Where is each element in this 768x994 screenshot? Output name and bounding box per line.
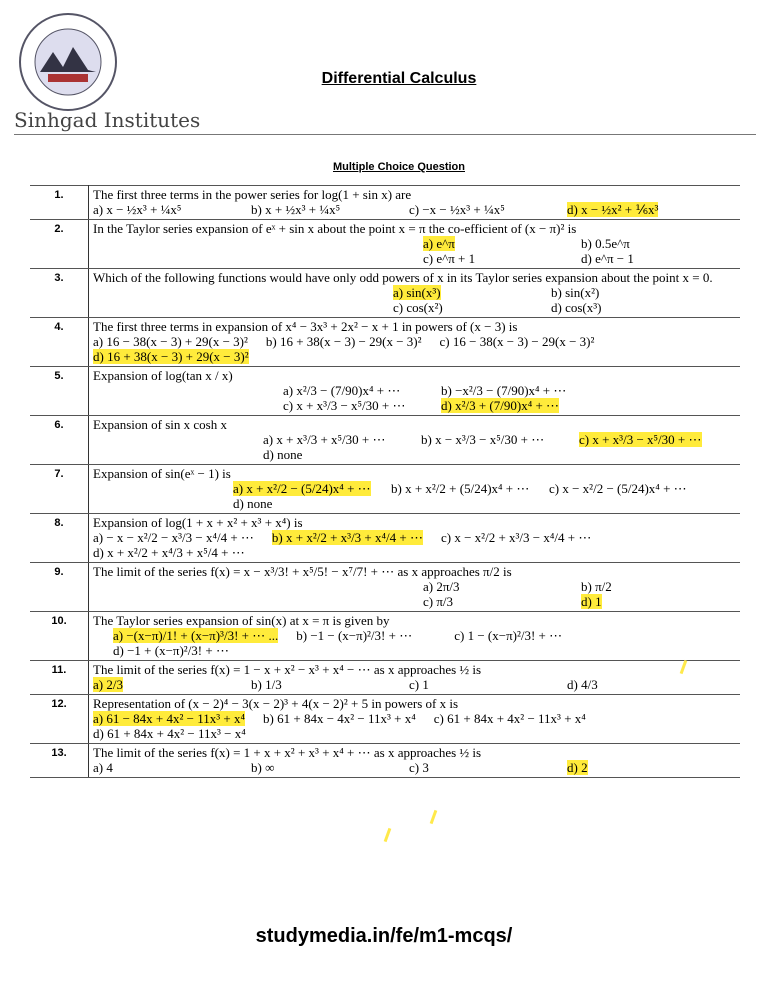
question-cell <box>89 612 741 661</box>
question-cell <box>89 269 741 318</box>
option-label: d) −1 + (x−π)²/3! + ⋯ <box>113 643 229 658</box>
question-text: Expansion of sin(eˣ − 1) is <box>93 466 231 481</box>
option-label: b) x − x³/3 − x⁵/30 + ⋯ <box>421 432 545 447</box>
option-label: b) x + ½x³ + ¼x⁵ <box>251 202 341 217</box>
option-label: b) −1 − (x−π)²/3! + ⋯ <box>296 628 413 643</box>
option-d[interactable] <box>567 760 707 775</box>
options-list <box>93 481 736 511</box>
option-c[interactable] <box>409 760 549 775</box>
footer-url[interactable]: studymedia.in/fe/m1-mcqs/ <box>255 925 513 947</box>
option-b[interactable] <box>251 202 391 217</box>
option-c[interactable] <box>283 398 423 413</box>
option-a[interactable] <box>113 628 278 643</box>
option-label-highlighted: d) 2 <box>567 760 588 775</box>
options-list <box>93 202 736 217</box>
option-label: b) sin(x²) <box>551 285 600 300</box>
question-text: Which of the following functions would have only odd powers of x in its Taylor series expansion about the point x = 0. <box>93 270 713 285</box>
option-label: c) e^π + 1 <box>423 251 476 266</box>
question-row <box>30 318 740 367</box>
question-text: The first three terms in the power series for log(1 + sin x) are <box>93 187 412 202</box>
options-list <box>93 760 736 775</box>
option-label: d) 61 + 84x + 4x² − 11x³ − x⁴ <box>93 726 246 741</box>
option-label: c) 1 − (x−π)²/3! + ⋯ <box>454 628 563 643</box>
options-list <box>93 285 736 315</box>
question-text: The limit of the series f(x) = 1 + x + x² + x³ + x⁴ + ⋯ as x approaches ½ is <box>93 745 482 760</box>
question-row <box>30 563 740 612</box>
option-c[interactable] <box>423 594 563 609</box>
option-b[interactable] <box>581 236 721 251</box>
option-label: a) x − ½x³ + ¼x⁵ <box>93 202 182 217</box>
option-a[interactable] <box>93 202 233 217</box>
option-label: c) 1 <box>409 677 429 692</box>
question-cell <box>89 367 741 416</box>
option-a[interactable] <box>93 677 233 692</box>
option-label: c) 3 <box>409 760 429 775</box>
question-row <box>30 269 740 318</box>
options-list <box>93 383 736 413</box>
options-list <box>93 711 736 741</box>
option-label: c) 61 + 84x + 4x² − 11x³ + x⁴ <box>433 711 586 726</box>
option-c[interactable] <box>549 481 689 496</box>
option-label-highlighted: a) x + x²/2 − (5/24)x⁴ + ⋯ <box>233 481 371 496</box>
question-row <box>30 514 740 563</box>
option-b[interactable] <box>296 628 436 643</box>
option-c[interactable] <box>409 202 549 217</box>
option-c[interactable] <box>579 432 719 447</box>
mcq-table <box>30 185 740 778</box>
option-label: b) 16 + 38(x − 3) − 29(x − 3)² <box>265 334 422 349</box>
options-list <box>93 628 736 658</box>
option-a[interactable] <box>93 711 245 726</box>
option-c[interactable] <box>454 628 594 643</box>
question-row <box>30 367 740 416</box>
question-cell <box>89 416 741 465</box>
option-a[interactable] <box>423 579 563 594</box>
option-label-highlighted: d) 1 <box>581 594 602 609</box>
option-label-highlighted: a) 61 − 84x + 4x² − 11x³ + x⁴ <box>93 711 246 726</box>
option-d[interactable] <box>441 398 581 413</box>
question-row <box>30 416 740 465</box>
question-cell <box>89 563 741 612</box>
option-label: d) x + x²/2 + x⁴/3 + x⁵/4 + ⋯ <box>93 545 245 560</box>
question-number: 11. <box>30 661 89 695</box>
option-label-highlighted: c) x + x³/3 − x⁵/30 + ⋯ <box>579 432 702 447</box>
option-b[interactable] <box>391 481 531 496</box>
option-b[interactable] <box>441 383 581 398</box>
option-label: c) 16 − 38(x − 3) − 29(x − 3)² <box>439 334 595 349</box>
option-b[interactable] <box>551 285 691 300</box>
question-text: Expansion of log(1 + x + x² + x³ + x⁴) is <box>93 515 303 530</box>
option-label: a) x²/3 − (7/90)x⁴ + ⋯ <box>283 383 401 398</box>
option-d[interactable] <box>93 349 249 364</box>
option-d[interactable] <box>233 496 373 511</box>
option-d[interactable] <box>567 677 707 692</box>
option-label: b) 0.5e^π <box>581 236 630 251</box>
option-b[interactable] <box>251 760 391 775</box>
options-list <box>93 236 736 266</box>
question-text: The limit of the series f(x) = 1 − x + x² − x³ + x⁴ − ⋯ as x approaches ½ is <box>93 662 482 677</box>
option-label: d) cos(x³) <box>551 300 602 315</box>
question-cell <box>89 514 741 563</box>
question-number: 9. <box>30 563 89 612</box>
question-cell <box>89 186 741 220</box>
question-cell <box>89 744 741 778</box>
option-label: a) − x − x²/2 − x³/3 − x⁴/4 + ⋯ <box>93 530 254 545</box>
option-label-highlighted: d) 16 + 38(x − 3) + 29(x − 3)² <box>93 349 249 364</box>
option-a[interactable] <box>263 432 403 447</box>
option-a[interactable] <box>393 285 533 300</box>
question-text: Expansion of log(tan x / x) <box>93 368 233 383</box>
question-cell <box>89 661 741 695</box>
question-number: 4. <box>30 318 89 367</box>
options-list <box>93 530 736 560</box>
option-a[interactable] <box>283 383 423 398</box>
question-row <box>30 612 740 661</box>
header-divider <box>14 134 756 135</box>
option-a[interactable] <box>93 530 254 545</box>
question-number: 5. <box>30 367 89 416</box>
question-text: The limit of the series f(x) = x − x³/3! + x⁵/5! − x⁷/7! + ⋯ as x approaches π/2 is <box>93 564 512 579</box>
option-b[interactable] <box>251 677 391 692</box>
option-d[interactable] <box>93 726 246 741</box>
question-number: 10. <box>30 612 89 661</box>
option-b[interactable] <box>272 530 423 545</box>
option-label: d) e^π − 1 <box>581 251 634 266</box>
option-label: c) x − x²/2 + x³/3 − x⁴/4 + ⋯ <box>441 530 592 545</box>
option-d[interactable] <box>567 202 707 217</box>
institute-name: Sinhgad Institutes <box>14 108 201 132</box>
option-d[interactable] <box>551 300 691 315</box>
question-row <box>30 220 740 269</box>
option-label: b) x + x²/2 + (5/24)x⁴ + ⋯ <box>391 481 530 496</box>
option-d[interactable] <box>581 594 721 609</box>
option-label: d) none <box>233 496 273 511</box>
option-label: b) ∞ <box>251 760 275 775</box>
option-label: a) 4 <box>93 760 113 775</box>
question-number: 8. <box>30 514 89 563</box>
option-a[interactable] <box>93 760 233 775</box>
option-c[interactable] <box>434 711 586 726</box>
option-label: c) x − x²/2 − (5/24)x⁴ + ⋯ <box>549 481 687 496</box>
option-label: b) π/2 <box>581 579 612 594</box>
option-a[interactable] <box>93 334 248 349</box>
option-label: a) 2π/3 <box>423 579 460 594</box>
option-label: d) none <box>263 447 303 462</box>
option-label: b) −x²/3 − (7/90)x⁴ + ⋯ <box>441 383 567 398</box>
question-number: 3. <box>30 269 89 318</box>
option-label: c) x + x³/3 − x⁵/30 + ⋯ <box>283 398 406 413</box>
option-c[interactable] <box>440 334 595 349</box>
option-label-highlighted: b) x + x²/2 + x³/3 + x⁴/4 + ⋯ <box>271 530 423 545</box>
option-label: c) cos(x²) <box>393 300 443 315</box>
question-row <box>30 186 740 220</box>
question-text: Expansion of sin x cosh x <box>93 417 227 432</box>
highlight-mark <box>430 810 438 824</box>
section-subtitle: Multiple Choice Question <box>332 161 465 173</box>
option-label-highlighted: d) x²/3 + (7/90)x⁴ + ⋯ <box>441 398 560 413</box>
option-label: c) −x − ½x³ + ¼x⁵ <box>409 202 505 217</box>
question-number: 2. <box>30 220 89 269</box>
question-number: 1. <box>30 186 89 220</box>
option-label: a) 16 − 38(x − 3) + 29(x − 3)² <box>93 334 248 349</box>
question-cell <box>89 695 741 744</box>
question-number: 13. <box>30 744 89 778</box>
question-row <box>30 465 740 514</box>
option-label: d) 4/3 <box>567 677 598 692</box>
option-c[interactable] <box>393 300 533 315</box>
question-text: Representation of (x − 2)⁴ − 3(x − 2)³ + 4(x − 2)² + 5 in powers of x is <box>93 696 459 711</box>
option-b[interactable] <box>266 334 422 349</box>
option-a[interactable] <box>233 481 373 496</box>
question-text: The Taylor series expansion of sin(x) at x = π is given by <box>93 613 390 628</box>
option-label: b) 61 + 84x − 4x² − 11x³ + x⁴ <box>263 711 416 726</box>
options-list <box>93 432 736 462</box>
question-cell <box>89 465 741 514</box>
option-label-highlighted: a) sin(x³) <box>393 285 441 300</box>
institute-logo <box>18 12 118 112</box>
option-c[interactable] <box>441 530 591 545</box>
page-title: Differential Calculus <box>321 70 477 87</box>
question-row <box>30 661 740 695</box>
option-label-highlighted: a) −(x−π)/1! + (x−π)³/3! + ⋯ ... <box>113 628 279 643</box>
question-cell <box>89 220 741 269</box>
option-b[interactable] <box>263 711 416 726</box>
question-cell <box>89 318 741 367</box>
option-c[interactable] <box>423 251 563 266</box>
option-label: c) π/3 <box>423 594 454 609</box>
option-a[interactable] <box>423 236 563 251</box>
options-list <box>93 334 736 364</box>
option-label-highlighted: a) e^π <box>423 236 455 251</box>
highlight-mark <box>384 828 392 842</box>
option-d[interactable] <box>263 447 403 462</box>
option-label-highlighted: a) 2/3 <box>93 677 123 692</box>
question-text: In the Taylor series expansion of eˣ + sin x about the point x = π the co-efficient of (x − π)² is <box>93 221 577 236</box>
question-text: The first three terms in expansion of x⁴ − 3x³ + 2x² − x + 1 in powers of (x − 3) is <box>93 319 518 334</box>
option-b[interactable] <box>581 579 721 594</box>
options-list <box>93 579 736 609</box>
option-label-highlighted: d) x − ½x² + ⅙x³ <box>567 202 659 217</box>
option-d[interactable] <box>113 643 253 658</box>
question-row <box>30 695 740 744</box>
option-label: b) 1/3 <box>251 677 282 692</box>
question-row <box>30 744 740 778</box>
option-b[interactable] <box>421 432 561 447</box>
option-d[interactable] <box>581 251 721 266</box>
question-number: 6. <box>30 416 89 465</box>
option-label: a) x + x³/3 + x⁵/30 + ⋯ <box>263 432 386 447</box>
option-d[interactable] <box>93 545 245 560</box>
question-number: 7. <box>30 465 89 514</box>
options-list <box>93 677 736 692</box>
question-number: 12. <box>30 695 89 744</box>
option-c[interactable] <box>409 677 549 692</box>
